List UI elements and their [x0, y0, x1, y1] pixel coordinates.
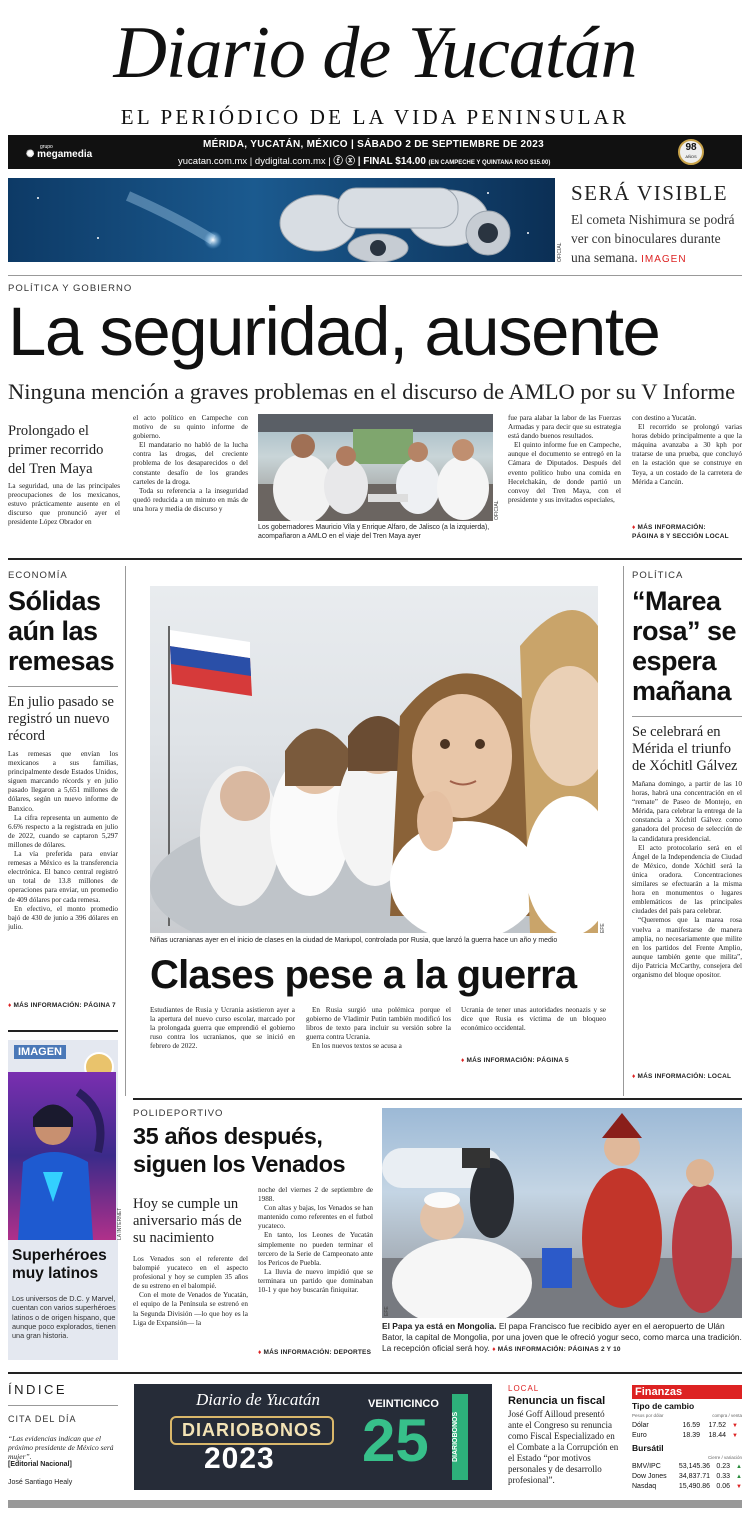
social-icons: ⓕ ⓧ: [333, 156, 358, 167]
finanzas-hdr-left: Pesos por dólar: [632, 1413, 664, 1418]
imagen-text: Los universos de D.C. y Marvel, cuentan con varios superhéroes latinos o de origen hispano, que aunque poco explorados, tienen una gran historia.: [12, 1294, 116, 1341]
diariobonos-name: DIARIOBONOS: [170, 1416, 334, 1445]
superhero-photo-credit: LA INTERNET: [117, 1207, 123, 1240]
divider: [8, 275, 742, 276]
down-arrow-icon: ▼: [736, 1484, 742, 1490]
price-note: (EN CAMPECHE Y QUINTANA ROO $15.00): [428, 160, 551, 166]
anniversary-number: 98: [685, 142, 697, 153]
economia-p1: Las remesas que envían los mexicanos a sus familias, principalmente desde Estados Unidos, siguen marcando récords y en julio pasado llegaron a 5,651 millones de dólares, según un nuevo informe de Banxico.: [8, 750, 118, 813]
divider: [8, 558, 742, 560]
cita-quote: “Las evidencias indican que el próximo presidente de México será mujer”.: [8, 1434, 114, 1461]
down-arrow-icon: ▼: [732, 1423, 738, 1429]
papa-photo-credit: EFE: [384, 1306, 390, 1316]
politica-more-pages: LOCAL: [707, 1073, 732, 1080]
politica-p3: “Queremos que la marea rosa vuelva a manifestarse de manera amplia, no necesariamente que milite en los partidos del Frente Amplio, aunque también gente que milita”, dijo Patricia McCarthy, consejera del organismo del bloque opositor.: [632, 916, 742, 979]
economia-more-info[interactable]: ♦ MÁS INFORMACIÓN: PÁGINA 7: [8, 1002, 116, 1009]
lead-section-label: POLÍTICA Y GOBIERNO: [8, 283, 133, 294]
lead-col1: [8, 482, 120, 527]
local-text: José Goff Ailloud presentó ante el Congreso su renuncia como Fiscal Especializado en el Combate a la Corrupción en el Estado “por motivos personales y de desarrollo profesional”.: [508, 1409, 619, 1485]
politica-headline: “Marea rosa” se espera mañana: [632, 586, 737, 706]
diariobonos-brand: Diario de Yucatán: [196, 1390, 321, 1409]
deportes-col1-p1: Los Venados son el referente del balompié yucateco en el aspecto profesional y hoy se cumplen 35 años de su estreno en el balompié.: [133, 1255, 248, 1291]
guerra-col2: [306, 1006, 451, 1051]
down-arrow-icon: ▼: [732, 1433, 738, 1439]
ucrania-photo-caption: Niñas ucranianas ayer en el inicio de clases en la ciudad de Mariupol, controlada por Rusia, que lanzó la guerra hace un año y medio: [150, 937, 558, 944]
lead-col4-p2: El recorrido se prolongó varias horas debido principalmente a que la máquina avanzaba a 30 kph por tratarse de una prueba, que concluyó en la estación que se construye en Teya, a un costado de la carretera de Mérida a Cancún.: [632, 423, 742, 486]
lead-col3-p2: El quinto informe fue en Campeche, aunque el documento se entregó en la Cámara de Diputados. Después del evento político hubo una comida en Hecelchakán, de donde partió un convoy del Tren Maya, con el presidente y sus invitados especiales,: [508, 441, 621, 504]
masthead-title: Diario de Yucatán: [113, 12, 637, 94]
local-headline: Renuncia un fiscal: [508, 1395, 606, 1407]
economia-more-pages: PÁGINA 7: [83, 1002, 116, 1009]
group-name: megamedia: [37, 149, 93, 160]
index-change: 0.23: [716, 1463, 730, 1470]
economia-subhead: En julio pasado se registró un nuevo récord: [8, 694, 114, 744]
lead-subhead: Ninguna mención a graves problemas en el discurso de AMLO por su V Informe: [8, 379, 736, 404]
divider: [623, 566, 624, 1096]
economia-more-label: MÁS INFORMACIÓN:: [13, 1002, 82, 1009]
table-row: [632, 1421, 742, 1431]
guerra-col3-text: Ucrania de tener unas autoridades neonazis y se dice que Rusia es víctima de un bloqueo económico occidental.: [461, 1006, 606, 1033]
papa-caption-bold: El Papa ya está en Mongolia.: [382, 1321, 497, 1331]
fx-name: Euro: [632, 1432, 647, 1439]
masthead-bar: [8, 135, 742, 169]
finanzas-title: Finanzas: [632, 1385, 742, 1399]
diariobonos-year: 2023: [204, 1442, 275, 1475]
fx-sell: 17.52: [708, 1422, 726, 1429]
table-row: [632, 1482, 742, 1492]
teaser-title: SERÁ VISIBLE: [571, 181, 729, 205]
indice-title[interactable]: ÍNDICE: [8, 1382, 68, 1397]
index-close: 15,490.86: [678, 1483, 710, 1490]
tren-maya-photo: [258, 414, 493, 521]
guerra-col2-p1: En Rusia surgió una polémica porque el gobierno de Vladimir Putin también modificó los libros de texto para incluir su versión sobre la guerra contra Ucrania.: [306, 1006, 451, 1042]
deportes-col2: [258, 1186, 373, 1295]
local-section-label: LOCAL: [508, 1384, 540, 1393]
diariobonos-ad[interactable]: [134, 1384, 492, 1490]
lead-col2-p2: El mandatario no habló de la lucha contra las drogas, del creciente problema de los desaparecidos o del constante desafío de los grandes carteles de la droga.: [133, 441, 248, 486]
divider: [125, 566, 126, 1096]
cita-author: José Santiago Healy: [8, 1479, 73, 1486]
up-arrow-icon: ▲: [736, 1474, 742, 1480]
index-change: 0.33: [716, 1473, 730, 1480]
dateline: MÉRIDA, YUCATÁN, MÉXICO | SÁBADO 2 DE SEPTIEMBRE DE 2023: [203, 139, 544, 150]
teaser-text: [571, 210, 739, 269]
table-row: [632, 1431, 742, 1441]
papa-caption: [382, 1321, 742, 1355]
imagen-headline: Superhéroes muy latinos: [12, 1247, 107, 1282]
diariobonos-side-label: DIARIOBONOS: [452, 1411, 459, 1463]
papa-more-pages: PÁGINAS 2 Y 10: [567, 1346, 621, 1353]
deportes-headline: 35 años después, siguen los Venados: [133, 1123, 346, 1177]
deportes-col2-p2: Con altas y bajas, los Venados se han mantenido como referentes en el futbol yucateco.: [258, 1204, 373, 1231]
guerra-headline: Clases pese a la guerra: [150, 953, 577, 997]
megamedia-icon: ✺: [26, 149, 38, 160]
divider: [8, 1372, 742, 1374]
footer-bar: [8, 1500, 742, 1508]
up-arrow-icon: ▲: [736, 1464, 742, 1470]
sites: yucatan.com.mx | dydigital.com.mx |: [178, 156, 331, 167]
finanzas-cambio: Tipo de cambio: [632, 1401, 695, 1411]
deportes-section-label: POLIDEPORTIVO: [133, 1108, 224, 1119]
comet-binoculars-image: [8, 178, 555, 262]
cita-source: [Editorial Nacional]: [8, 1461, 72, 1468]
finanzas-cambio-table: [632, 1421, 742, 1441]
fx-buy: 16.59: [682, 1422, 700, 1429]
superhero-photo: [8, 1072, 116, 1240]
finanzas-hdr-right: compra / venta: [712, 1413, 742, 1418]
economia-p2: La cifra representa un aumento de 6.6% respecto a la registrada en julio de 2022, cuando se captaron 5,297 millones de dólares.: [8, 813, 118, 849]
group-small-label: grupo: [40, 144, 53, 150]
divider: [133, 1098, 742, 1100]
guerra-more-pages: PÁGINA 5: [536, 1057, 569, 1064]
politica-p1: Mañana domingo, a partir de las 10 horas, habrá una concentración en el “remate” de Paseo de Montejo, en Mérida, para celebrar la entrega de la constancia a Xóchitl Gálvez como ganadora del proceso de selección de la candidatura presidencial.: [632, 780, 742, 843]
table-row: [632, 1462, 742, 1472]
masthead-tagline: EL PERIÓDICO DE LA VIDA PENINSULAR: [120, 105, 630, 129]
deportes-more-pages: DEPORTES: [333, 1349, 372, 1356]
guerra-more-info[interactable]: ♦ MÁS INFORMACIÓN: PÁGINA 5: [461, 1057, 569, 1064]
finanzas-header: [632, 1413, 742, 1418]
politica-body: [632, 780, 742, 980]
table-row: [632, 1472, 742, 1482]
lead-col4: [632, 414, 742, 487]
deportes-col1: [133, 1255, 248, 1328]
guerra-col1: [150, 1006, 295, 1051]
economia-body: [8, 750, 118, 932]
index-name: Nasdaq: [632, 1483, 657, 1490]
economia-headline: Sólidas aún las remesas: [8, 586, 115, 676]
index-name: BMV/IPC: [632, 1463, 661, 1470]
divider: [8, 1030, 118, 1032]
teaser-section-link[interactable]: IMAGEN: [641, 254, 687, 265]
papa-more-label: MÁS INFORMACIÓN:: [497, 1346, 566, 1353]
imagen-section-label: IMAGEN: [14, 1045, 66, 1059]
papa-caption-text: El papa Francisco fue recibido ayer en el aeropuerto de Ulán Bator, la capital de Mongolia, por una joven que le ofreció yogur seco, como marca una tradición. La recepción oficial será hoy.: [382, 1321, 742, 1353]
lead-col1-text: La seguridad, una de las principales preocupaciones de los mexicanos, estuvo prácticamente ausente en el discurso que pronunció ayer el presidente López Obrador en: [8, 482, 120, 527]
teaser-body: El cometa Nishimura se podrá ver con binoculares durante una semana.: [571, 212, 735, 265]
divider: [8, 1405, 118, 1406]
anniversary-label: AÑOS: [685, 154, 697, 159]
fx-name: Dólar: [632, 1422, 649, 1429]
fx-sell: 18.44: [708, 1432, 726, 1439]
tren-maya-illustration: [258, 414, 493, 521]
fx-buy: 18.39: [682, 1432, 700, 1439]
deportes-more-info[interactable]: ♦ MÁS INFORMACIÓN: DEPORTES: [258, 1349, 372, 1356]
papa-illustration: [382, 1108, 742, 1318]
lead-more-pages: PÁGINA 8 Y SECCIÓN LOCAL: [632, 533, 729, 540]
lead-col3-p1: fue para alabar la labor de las Fuerzas Armadas y para decir que su estrategia está dando buenos resultados.: [508, 414, 621, 441]
politica-p2: El acto protocolario será en el Ángel de la Independencia de Ciudad de México, donde Xóchitl será la única oradora. Concentraciones similares se efectuarán a la misma hora en monumentos o lugares emblemáticos de las principales ciudades del país para celebrar.: [632, 843, 742, 916]
index-close: 53,145.36: [678, 1463, 710, 1470]
politica-subhead: Se celebrará en Mérida el triunfo de Xóchitl Gálvez: [632, 724, 738, 774]
lead-col2: [133, 414, 248, 514]
lead-more-info[interactable]: ♦ MÁS INFORMACIÓN: PÁGINA 8 Y SECCIÓN LOCAL: [632, 524, 729, 540]
ucrania-school-photo: [150, 586, 598, 933]
lead-col2-p1: el acto político en Campeche con motivo de su quinto informe de gobierno.: [133, 414, 248, 441]
deportes-subhead: Hoy se cumple un aniversario más de su nacimiento: [133, 1196, 242, 1246]
lead-more-label: MÁS INFORMACIÓN:: [637, 524, 706, 531]
deportes-more-label: MÁS INFORMACIÓN:: [263, 1349, 332, 1356]
diariobonos-number: 25: [362, 1407, 429, 1474]
guerra-col1-text: Estudiantes de Rusia y Ucrania asistieron ayer a la apertura del nuevo curso escolar, marcado por la prolongada guerra que emprendió el gobierno ruso contra los ucranianos, que se inició en febrero de 2022.: [150, 1006, 295, 1051]
politica-more-info[interactable]: ♦ MÁS INFORMACIÓN: LOCAL: [632, 1073, 732, 1080]
comet-illustration: [8, 178, 555, 262]
guerra-col2-p2: En los nuevos textos se acusa a: [312, 1042, 402, 1051]
index-close: 34,837.71: [678, 1473, 710, 1480]
superhero-illustration: [8, 1072, 116, 1240]
anniversary-badge: [678, 139, 704, 165]
lead-col2-p3: Toda su referencia a la inseguridad quedó reducida a un minuto en más de una hora y media de discurso y: [133, 486, 248, 513]
index-change: 0.06: [716, 1483, 730, 1490]
deportes-col2-p1: noche del viernes 2 de septiembre de 1988.: [258, 1186, 373, 1204]
tren-photo-credit: OFICIAL: [494, 500, 500, 520]
papa-mongolia-photo: [382, 1108, 742, 1318]
guerra-col3: [461, 1006, 606, 1033]
lead-col3: [508, 414, 621, 505]
papa-more-info[interactable]: ♦ MÁS INFORMACIÓN: PÁGINAS 2 Y 10: [492, 1346, 621, 1353]
economia-section-label: ECONOMÍA: [8, 570, 68, 581]
tren-maya-sidebar-head: Prolongado el primer recorrido del Tren Maya: [8, 423, 104, 477]
teaser-photo-credit: OFICIAL: [557, 242, 563, 262]
sites-line: [178, 153, 550, 167]
divider: [632, 716, 742, 717]
economia-p3: La vía preferida para enviar remesas a México es la transferencia electrónica. El banco central registró un total de 13.8 millones de operaciones para enviar, un promedio de 409 dólares por cada remesa.: [8, 850, 118, 904]
divider: [8, 686, 118, 687]
finanzas-bolsa-table: [632, 1462, 742, 1492]
group-logo: [26, 143, 92, 159]
politica-more-label: MÁS INFORMACIÓN:: [637, 1073, 706, 1080]
diariobonos-side: [452, 1394, 468, 1480]
deportes-col2-p3: En tanto, los Leones de Yucatán simplemente no pueden terminar el tercero de la Serie de Campeonato ante los Pericos de Puebla.: [258, 1231, 373, 1267]
index-name: Dow Jones: [632, 1473, 667, 1480]
diariobonos-word: VEINTICINCO: [368, 1398, 439, 1410]
deportes-col1-p2: Con el mote de Venados de Yucatán, el equipo de la Península se estrenó en la Segunda División —lo que hoy es la Liga de Expansión— la: [133, 1291, 248, 1327]
finanzas-bolsa-header: Cierre / variación: [707, 1455, 742, 1460]
ucrania-photo-credit: EFE: [600, 923, 606, 933]
lead-col4-p1: con destino a Yucatán.: [632, 414, 697, 422]
politica-section-label: POLÍTICA: [632, 570, 684, 581]
ucrania-school-illustration: [150, 586, 598, 933]
economia-p4: En efectivo, el monto promedio bajó de 430 de junio a 396 dólares en julio.: [8, 904, 118, 931]
lead-headline: La seguridad, ausente: [8, 293, 660, 370]
tren-photo-caption: Los gobernadores Mauricio Vila y Enrique Alfaro, de Jalisco (a la izquierda), acompañaron a AMLO en el viaje del Tren Maya ayer: [258, 524, 490, 540]
cita-label: CITA DEL DÍA: [8, 1414, 77, 1424]
guerra-more-label: MÁS INFORMACIÓN:: [466, 1057, 535, 1064]
price: | FINAL $14.00: [357, 156, 426, 167]
finanzas-bursatil: Bursátil: [632, 1443, 664, 1453]
deportes-col2-p4: La lluvia de nuevo impidió que se terminara un partido que dominaban 10-1 y que hoy buscarán finiquitar.: [258, 1267, 373, 1295]
